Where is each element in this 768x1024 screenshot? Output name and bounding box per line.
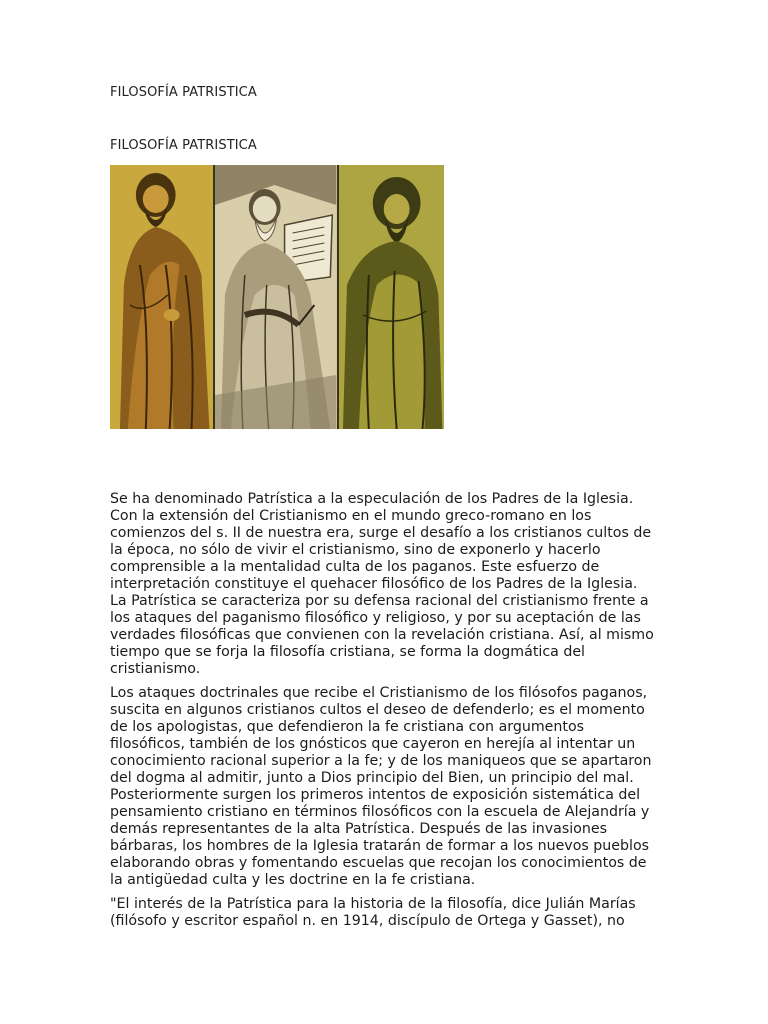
paragraph-3 [110,896,658,930]
document-subtitle: FILOSOFÍA PATRISTICA [110,138,257,153]
saint-portrait-right [339,165,444,429]
paragraph-text: Los ataques doctrinales que recibe el Cristianismo de los filósofos paganos, suscita en algunos cristianos cultos el deseo de defenderlo; es el momento de los apologistas, que defendieron la fe cristiana con argumentos filosóficos, también de los gnósticos que cayeron en herejía al intentar un conocimiento racional superior a la fe; y de los maniqueos que se apartaron del dogma al admitir, junto a Dios principio del Bien, un principio del mal. Posteriormente surgen los primeros intentos de exposición sistemática del pensamiento cristiano en términos filosóficos con la escuela de Alejandría y demás representantes de la alta Patrística. Después de las invasiones bárbaras, los hombres de la Iglesia tratarán de formar a los nuevos pueblos elaborando obras y fomentando escuelas que recojan los conocimientos de la antigüedad culta y les doctrine en la fe cristiana. [110,685,652,888]
church-fathers-illustration [110,165,444,429]
paragraph-2 [110,685,658,889]
paragraph-text: Se ha denominado Patrística a la especulación de los Padres de la Iglesia. Con la extensión del Cristianismo en el mundo greco-romano en los comienzos del s. II de nuestra era, surge el desafío a los cristianos cultos de la época, no sólo de vivir el cristianismo, sino de exponerlo y hacerlo comprensible a la mentalidad culta de los paganos. Este esfuerzo de interpretación constituye el quehacer filosófico de los Padres de la Iglesia. La Patrística se caracteriza por su defensa racional del cristianismo frente a los ataques del paganismo filosófico y religioso, y por su aceptación de las verdades filosóficas que convienen con la revelación cristiana. Así, al mismo tiempo que se forja la filosofía cristiana, se forma la dogmática del cristianismo. [110,491,654,677]
paragraph-1 [110,491,658,678]
paragraph-text: "El interés de la Patrística para la historia de la filosofía, dice Julián Marías (filósofo y escritor español n. en 1914, discípulo de Ortega y Gasset), no [110,896,636,929]
document-title: FILOSOFÍA PATRISTICA [110,85,257,100]
saint-portrait-left [110,165,213,429]
saint-portrait-center [213,165,338,429]
